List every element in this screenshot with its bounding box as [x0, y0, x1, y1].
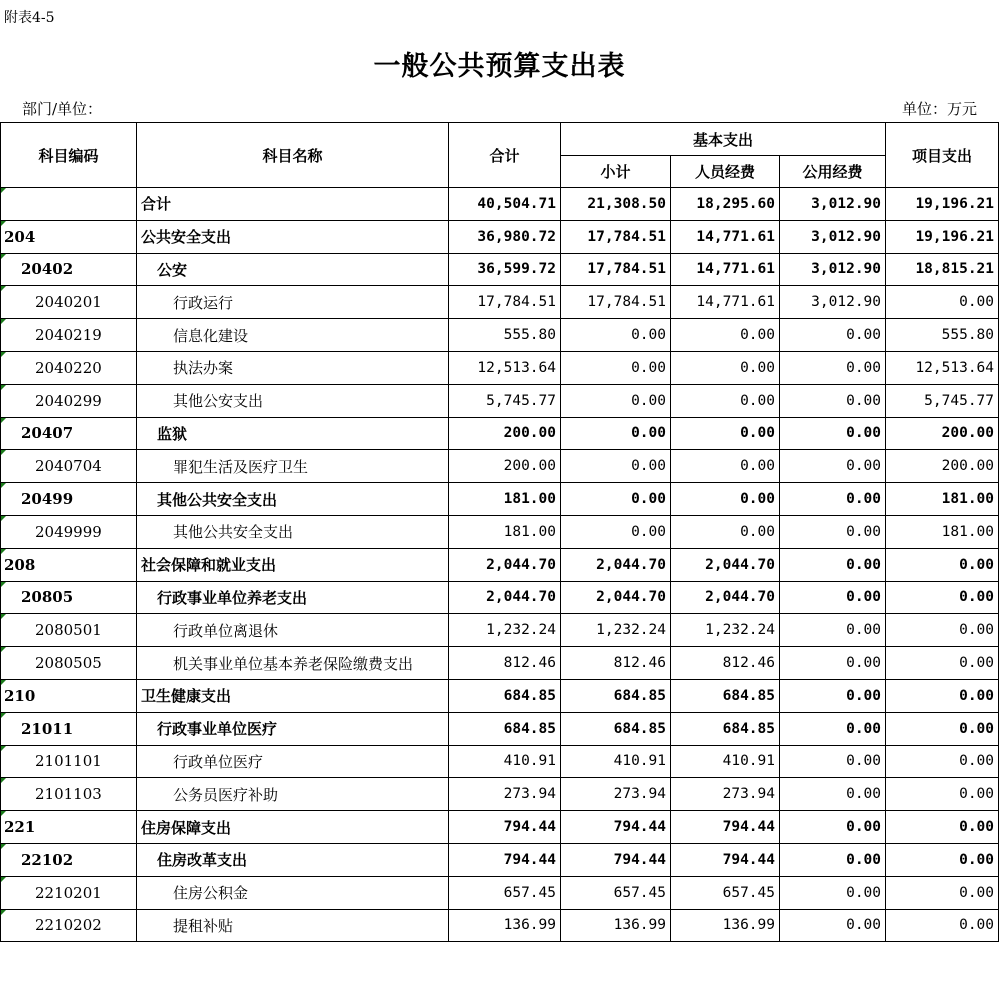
cell-code: 20407: [1, 417, 137, 450]
table-body: [1, 188, 999, 942]
cell-personnel: 2,044.70: [671, 581, 780, 614]
cell-project: 555.80: [886, 319, 999, 352]
cell-code: 210: [1, 679, 137, 712]
cell-personnel: 812.46: [671, 647, 780, 680]
cell-project: 18,815.21: [886, 253, 999, 286]
cell-code: 20805: [1, 581, 137, 614]
table-row: [1, 515, 999, 548]
table-row: [1, 351, 999, 384]
table-row: [1, 679, 999, 712]
unit-label: 单位：万元: [901, 100, 977, 118]
cell-total: 794.44: [449, 811, 561, 844]
cell-project: 0.00: [886, 778, 999, 811]
cell-personnel: 18,295.60: [671, 188, 780, 221]
cell-personnel: 410.91: [671, 745, 780, 778]
cell-name: 机关事业单位基本养老保险缴费支出: [137, 647, 449, 680]
cell-total: 410.91: [449, 745, 561, 778]
cell-public: 0.00: [780, 548, 886, 581]
cell-total: 12,513.64: [449, 351, 561, 384]
cell-code: 2040704: [1, 450, 137, 483]
cell-subtotal: 794.44: [561, 843, 671, 876]
cell-personnel: 0.00: [671, 515, 780, 548]
cell-name: 执法办案: [137, 351, 449, 384]
cell-subtotal: 17,784.51: [561, 253, 671, 286]
cell-project: 0.00: [886, 909, 999, 942]
cell-public: 0.00: [780, 581, 886, 614]
department-label: 部门/单位：: [22, 100, 103, 118]
cell-name: 监狱: [137, 417, 449, 450]
cell-total: 2,044.70: [449, 581, 561, 614]
table-row: [1, 909, 999, 942]
table-row: [1, 253, 999, 286]
cell-name: 其他公安支出: [137, 384, 449, 417]
cell-subtotal: 0.00: [561, 515, 671, 548]
cell-total: 273.94: [449, 778, 561, 811]
cell-code: 2101103: [1, 778, 137, 811]
table-row: [1, 417, 999, 450]
table-row: [1, 220, 999, 253]
page-title: 一般公共预算支出表: [373, 51, 626, 82]
cell-personnel: 794.44: [671, 843, 780, 876]
table-row: [1, 483, 999, 516]
cell-name: 卫生健康支出: [137, 679, 449, 712]
cell-code: 221: [1, 811, 137, 844]
cell-public: 0.00: [780, 319, 886, 352]
cell-name: 住房保障支出: [137, 811, 449, 844]
cell-subtotal: 0.00: [561, 351, 671, 384]
cell-code: 20402: [1, 253, 137, 286]
cell-personnel: 2,044.70: [671, 548, 780, 581]
table-row: [1, 384, 999, 417]
table-row: [1, 843, 999, 876]
cell-name: 提租补贴: [137, 909, 449, 942]
cell-subtotal: 2,044.70: [561, 548, 671, 581]
table-row: [1, 712, 999, 745]
cell-subtotal: 273.94: [561, 778, 671, 811]
cell-total: 181.00: [449, 515, 561, 548]
cell-total: 136.99: [449, 909, 561, 942]
cell-public: 0.00: [780, 778, 886, 811]
cell-subtotal: 0.00: [561, 319, 671, 352]
cell-total: 2,044.70: [449, 548, 561, 581]
cell-personnel: 794.44: [671, 811, 780, 844]
cell-personnel: 136.99: [671, 909, 780, 942]
cell-public: 3,012.90: [780, 286, 886, 319]
cell-public: 0.00: [780, 876, 886, 909]
cell-name: 行政单位离退休: [137, 614, 449, 647]
cell-code: 2080501: [1, 614, 137, 647]
cell-total: 40,504.71: [449, 188, 561, 221]
header-basic: 基本支出: [561, 123, 886, 156]
cell-subtotal: 684.85: [561, 712, 671, 745]
cell-code: 2040219: [1, 319, 137, 352]
cell-total: 684.85: [449, 679, 561, 712]
cell-code: 204: [1, 220, 137, 253]
cell-name: 公务员医疗补助: [137, 778, 449, 811]
cell-public: 0.00: [780, 384, 886, 417]
cell-name: 其他公共安全支出: [137, 515, 449, 548]
cell-personnel: 657.45: [671, 876, 780, 909]
cell-total: 200.00: [449, 417, 561, 450]
cell-personnel: 14,771.61: [671, 253, 780, 286]
cell-subtotal: 2,044.70: [561, 581, 671, 614]
header-name: 科目名称: [137, 123, 449, 188]
table-row: [1, 778, 999, 811]
cell-code: 2040201: [1, 286, 137, 319]
cell-total: 36,599.72: [449, 253, 561, 286]
cell-subtotal: 657.45: [561, 876, 671, 909]
cell-name: 行政单位医疗: [137, 745, 449, 778]
cell-public: 0.00: [780, 614, 886, 647]
cell-total: 555.80: [449, 319, 561, 352]
cell-personnel: 0.00: [671, 483, 780, 516]
cell-name: 行政事业单位养老支出: [137, 581, 449, 614]
cell-subtotal: 410.91: [561, 745, 671, 778]
cell-name: 信息化建设: [137, 319, 449, 352]
cell-code: 20499: [1, 483, 137, 516]
cell-personnel: 1,232.24: [671, 614, 780, 647]
table-row: [1, 319, 999, 352]
header-public: 公用经费: [780, 156, 886, 188]
cell-public: 0.00: [780, 647, 886, 680]
cell-subtotal: 1,232.24: [561, 614, 671, 647]
cell-total: 794.44: [449, 843, 561, 876]
cell-code: 21011: [1, 712, 137, 745]
cell-total: 1,232.24: [449, 614, 561, 647]
cell-public: 0.00: [780, 417, 886, 450]
table-row: [1, 188, 999, 221]
cell-project: 0.00: [886, 811, 999, 844]
cell-public: 0.00: [780, 745, 886, 778]
cell-subtotal: 0.00: [561, 483, 671, 516]
table-row: [1, 450, 999, 483]
cell-personnel: 0.00: [671, 351, 780, 384]
cell-subtotal: 0.00: [561, 450, 671, 483]
cell-project: 200.00: [886, 450, 999, 483]
cell-code: 2101101: [1, 745, 137, 778]
cell-code: 22102: [1, 843, 137, 876]
cell-subtotal: 684.85: [561, 679, 671, 712]
cell-project: 0.00: [886, 876, 999, 909]
cell-code: 2049999: [1, 515, 137, 548]
table-row: [1, 614, 999, 647]
budget-table: [0, 122, 999, 942]
cell-name: 公共安全支出: [137, 220, 449, 253]
cell-personnel: 684.85: [671, 679, 780, 712]
cell-code: 2080505: [1, 647, 137, 680]
header-project: 项目支出: [886, 123, 999, 188]
cell-project: 200.00: [886, 417, 999, 450]
annex-label: 附表4-5: [4, 10, 55, 26]
cell-code: [1, 188, 137, 221]
cell-project: 0.00: [886, 712, 999, 745]
cell-personnel: 0.00: [671, 450, 780, 483]
cell-subtotal: 0.00: [561, 384, 671, 417]
cell-total: 36,980.72: [449, 220, 561, 253]
cell-total: 812.46: [449, 647, 561, 680]
cell-public: 3,012.90: [780, 220, 886, 253]
cell-total: 17,784.51: [449, 286, 561, 319]
cell-name: 住房改革支出: [137, 843, 449, 876]
cell-subtotal: 0.00: [561, 417, 671, 450]
table-row: [1, 647, 999, 680]
cell-personnel: 0.00: [671, 384, 780, 417]
cell-project: 19,196.21: [886, 188, 999, 221]
cell-personnel: 14,771.61: [671, 286, 780, 319]
header-subtotal: 小计: [561, 156, 671, 188]
cell-public: 0.00: [780, 909, 886, 942]
cell-subtotal: 21,308.50: [561, 188, 671, 221]
cell-project: 0.00: [886, 647, 999, 680]
cell-public: 0.00: [780, 483, 886, 516]
cell-public: 0.00: [780, 450, 886, 483]
cell-subtotal: 812.46: [561, 647, 671, 680]
cell-name: 行政事业单位医疗: [137, 712, 449, 745]
cell-project: 5,745.77: [886, 384, 999, 417]
cell-total: 684.85: [449, 712, 561, 745]
table-row: [1, 876, 999, 909]
cell-total: 657.45: [449, 876, 561, 909]
cell-project: 181.00: [886, 515, 999, 548]
table-row: [1, 548, 999, 581]
cell-subtotal: 17,784.51: [561, 220, 671, 253]
cell-code: 2040299: [1, 384, 137, 417]
cell-project: 12,513.64: [886, 351, 999, 384]
cell-code: 2210201: [1, 876, 137, 909]
header-total: 合计: [449, 123, 561, 188]
cell-personnel: 0.00: [671, 417, 780, 450]
cell-name: 住房公积金: [137, 876, 449, 909]
cell-code: 2210202: [1, 909, 137, 942]
cell-project: 181.00: [886, 483, 999, 516]
cell-total: 5,745.77: [449, 384, 561, 417]
cell-subtotal: 17,784.51: [561, 286, 671, 319]
table-row: [1, 811, 999, 844]
cell-public: 0.00: [780, 843, 886, 876]
cell-project: 0.00: [886, 581, 999, 614]
cell-name: 行政运行: [137, 286, 449, 319]
cell-public: 3,012.90: [780, 188, 886, 221]
cell-personnel: 684.85: [671, 712, 780, 745]
cell-public: 0.00: [780, 351, 886, 384]
cell-name: 罪犯生活及医疗卫生: [137, 450, 449, 483]
cell-project: 0.00: [886, 286, 999, 319]
cell-project: 19,196.21: [886, 220, 999, 253]
cell-name: 其他公共安全支出: [137, 483, 449, 516]
cell-total: 181.00: [449, 483, 561, 516]
header-personnel: 人员经费: [671, 156, 780, 188]
cell-public: 0.00: [780, 679, 886, 712]
header-code: 科目编码: [1, 123, 137, 188]
cell-code: 208: [1, 548, 137, 581]
table-row: [1, 581, 999, 614]
cell-project: 0.00: [886, 843, 999, 876]
table-row: [1, 286, 999, 319]
cell-public: 0.00: [780, 811, 886, 844]
cell-subtotal: 794.44: [561, 811, 671, 844]
cell-name: 社会保障和就业支出: [137, 548, 449, 581]
cell-code: 2040220: [1, 351, 137, 384]
cell-personnel: 273.94: [671, 778, 780, 811]
cell-personnel: 14,771.61: [671, 220, 780, 253]
cell-subtotal: 136.99: [561, 909, 671, 942]
cell-name: 公安: [137, 253, 449, 286]
cell-project: 0.00: [886, 614, 999, 647]
cell-public: 3,012.90: [780, 253, 886, 286]
cell-personnel: 0.00: [671, 319, 780, 352]
cell-project: 0.00: [886, 548, 999, 581]
cell-project: 0.00: [886, 679, 999, 712]
cell-total: 200.00: [449, 450, 561, 483]
table-row: [1, 745, 999, 778]
cell-project: 0.00: [886, 745, 999, 778]
cell-public: 0.00: [780, 515, 886, 548]
cell-public: 0.00: [780, 712, 886, 745]
cell-name: 合计: [137, 188, 449, 221]
